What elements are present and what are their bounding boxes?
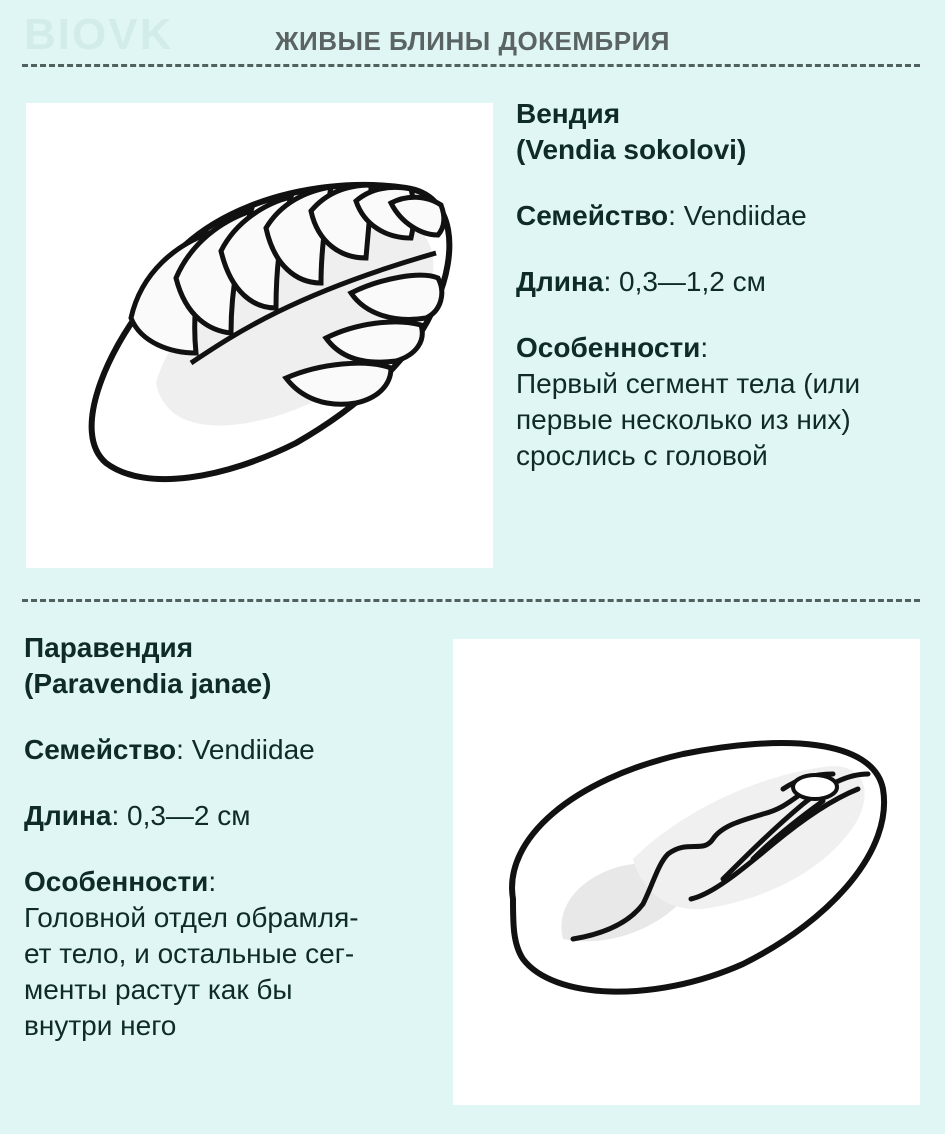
features-text: Первый сегмент тела (или первые несколько из них) срослись с головой (516, 368, 861, 471)
species-latin-name: (Vendia sokolovi) (516, 134, 747, 165)
family-label: Семейство (24, 734, 177, 765)
species-name: Паравендия (24, 632, 194, 663)
length-label: Длина (516, 266, 604, 297)
paravendia-fossil-icon (453, 639, 920, 1105)
length-label: Длина (24, 800, 112, 831)
length-row (516, 264, 936, 300)
family-row (24, 732, 444, 768)
page-title: ЖИВЫЕ БЛИНЫ ДОКЕМБРИЯ (275, 26, 670, 56)
family-label: Семейство (516, 200, 669, 231)
watermark-logo: BIOVK (24, 10, 174, 59)
features-text: Головной отдел обрамля- ет тело, и остальные сег- менты растут как бы внутри него (24, 902, 359, 1041)
features-row (516, 330, 936, 474)
features-colon: : (208, 866, 217, 897)
vendia-illustration (26, 103, 493, 568)
middle-divider (22, 599, 920, 602)
length-value: : 0,3—2 см (111, 800, 251, 831)
species-latin-name: (Paravendia janae) (24, 668, 272, 699)
family-value: : Vendiidae (668, 200, 807, 231)
features-label: Особенности (24, 866, 209, 897)
length-value: : 0,3—1,2 см (603, 266, 766, 297)
family-value: : Vendiidae (176, 734, 315, 765)
features-colon: : (700, 332, 709, 363)
top-divider (22, 64, 920, 67)
features-label: Особенности (516, 332, 701, 363)
features-row (24, 864, 444, 1044)
vendia-info (516, 96, 936, 474)
family-row (516, 198, 936, 234)
vendia-fossil-icon (26, 103, 493, 568)
paravendia-illustration (453, 639, 920, 1105)
species-name: Вендия (516, 98, 621, 129)
paravendia-info (24, 630, 444, 1044)
length-row (24, 798, 444, 834)
